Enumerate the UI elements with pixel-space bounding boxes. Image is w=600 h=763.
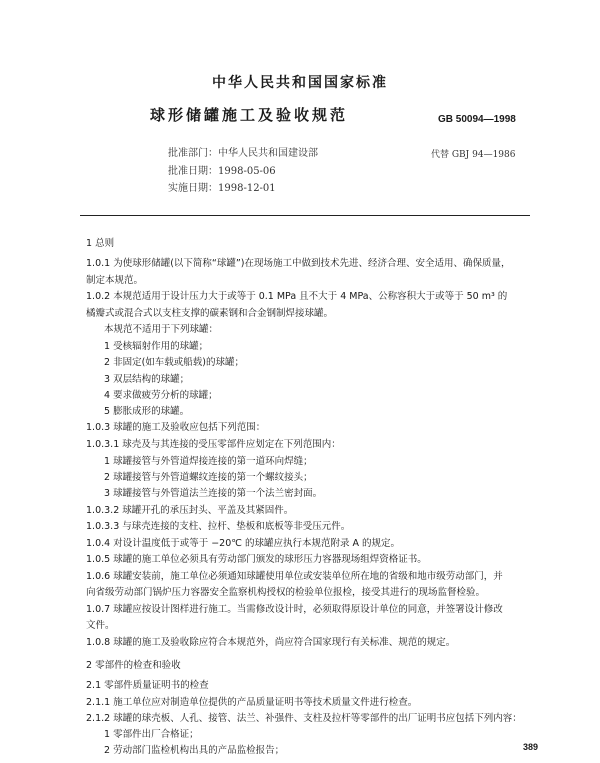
- clause-1-0-6: 1.0.6 球罐安装前，施工单位必须通知球罐使用单位或安装单位所在地的省级和地市级劳动部门，并: [86, 571, 503, 582]
- list-item: 1 受核辐射作用的球罐；: [104, 341, 209, 352]
- clause-1-0-6-cont: 向省级劳动部门锅炉压力容器安全监察机构授权的检验单位报检，接受其进行的现场监督检验。: [86, 587, 486, 598]
- list-item: 1 零部件出厂合格证；: [104, 729, 199, 740]
- approval-date: 批准日期：1998-05-06: [168, 166, 276, 177]
- clause-1-0-2-exclusion: 本规范不适用于下列球罐：: [104, 324, 219, 335]
- list-item: 2 非固定(如车载或船载)的球罐；: [104, 357, 244, 368]
- document-title: 球形储罐施工及验收规范: [150, 106, 349, 124]
- list-item: 3 双层结构的球罐；: [104, 374, 190, 385]
- header-divider: [80, 215, 530, 216]
- list-item: 2 劳动部门监检机构出具的产品监检报告；: [104, 745, 285, 756]
- section-heading: 1 总则: [86, 238, 115, 249]
- standard-code: GB 50094—1998: [438, 114, 516, 125]
- clause-1-0-3-2: 1.0.3.2 球罐开孔的承压封头、平盖及其紧固件。: [86, 505, 294, 516]
- clause-1-0-5: 1.0.5 球罐的施工单位必须具有劳动部门颁发的球形压力容器现场组焊资格证书。: [86, 554, 427, 565]
- clause-1-0-1-cont: 制定本规范。: [86, 275, 144, 286]
- clause-2-1-1: 2.1.1 施工单位应对制造单位提供的产品质量证明书等技术质量文件进行检查。: [86, 697, 418, 708]
- clause-1-0-4: 1.0.4 对设计温度低于或等于 −20℃ 的球罐应执行本规范附录 A 的规定。: [86, 538, 400, 549]
- clause-1-0-3: 1.0.3 球罐的施工及验收应包括下列范围：: [86, 422, 266, 433]
- list-item: 2 球罐接管与外管道螺纹连接的第一个螺纹接头；: [104, 472, 313, 483]
- clause-2-1: 2.1 零部件质量证明书的检查: [86, 680, 209, 691]
- list-item: 3 球罐接管与外管道法兰连接的第一个法兰密封面。: [104, 488, 323, 499]
- replaces-standard: 代替 GBJ 94—1986: [431, 150, 516, 160]
- approving-authority: 批准部门：中华人民共和国建设部: [168, 148, 318, 159]
- list-item: 4 要求做疲劳分析的球罐；: [104, 390, 218, 401]
- clause-1-0-2: 1.0.2 本规范适用于设计压力大于或等于 0.1 MPa 且不大于 4 MPa、公称容积大于或等于 50 m³ 的: [86, 291, 508, 302]
- clause-1-0-7: 1.0.7 球罐应按设计图样进行施工。当需修改设计时，必须取得原设计单位的同意，并签署设计修改: [86, 604, 503, 615]
- clause-1-0-7-cont: 文件。: [86, 620, 115, 631]
- clause-1-0-3-3: 1.0.3.3 与球壳连接的支柱、拉杆、垫板和底板等非受压元件。: [86, 521, 351, 532]
- list-item: 5 膨胀成形的球罐。: [104, 406, 190, 417]
- clause-1-0-8: 1.0.8 球罐的施工及验收除应符合本规范外，尚应符合国家现行有关标准、规范的规定。: [86, 637, 456, 648]
- clause-1-0-1: 1.0.1 为使球形储罐(以下简称“球罐”)在现场施工中做到技术先进、经济合理、安全适用、确保质量，: [86, 258, 511, 269]
- clause-1-0-3-1: 1.0.3.1 球壳及与其连接的受压零部件应划定在下列范围内：: [86, 439, 341, 450]
- list-item: 1 球罐接管与外管道焊接连接的第一道环向焊缝；: [104, 456, 313, 467]
- section-heading: 2 零部件的检查和验收: [86, 660, 181, 671]
- clause-1-0-2-cont: 橘瓣式或混合式以支柱支撑的碳素钢和合金钢制焊接球罐。: [86, 308, 334, 319]
- clause-2-1-2: 2.1.2 球罐的球壳板、人孔、接管、法兰、补强件、支柱及拉杆等零部件的出厂证明书应包括下列内容：: [86, 713, 522, 724]
- page-number: 389: [523, 742, 539, 752]
- standard-category-title: 中华人民共和国国家标准: [212, 75, 388, 91]
- effective-date: 实施日期：1998-12-01: [168, 183, 276, 194]
